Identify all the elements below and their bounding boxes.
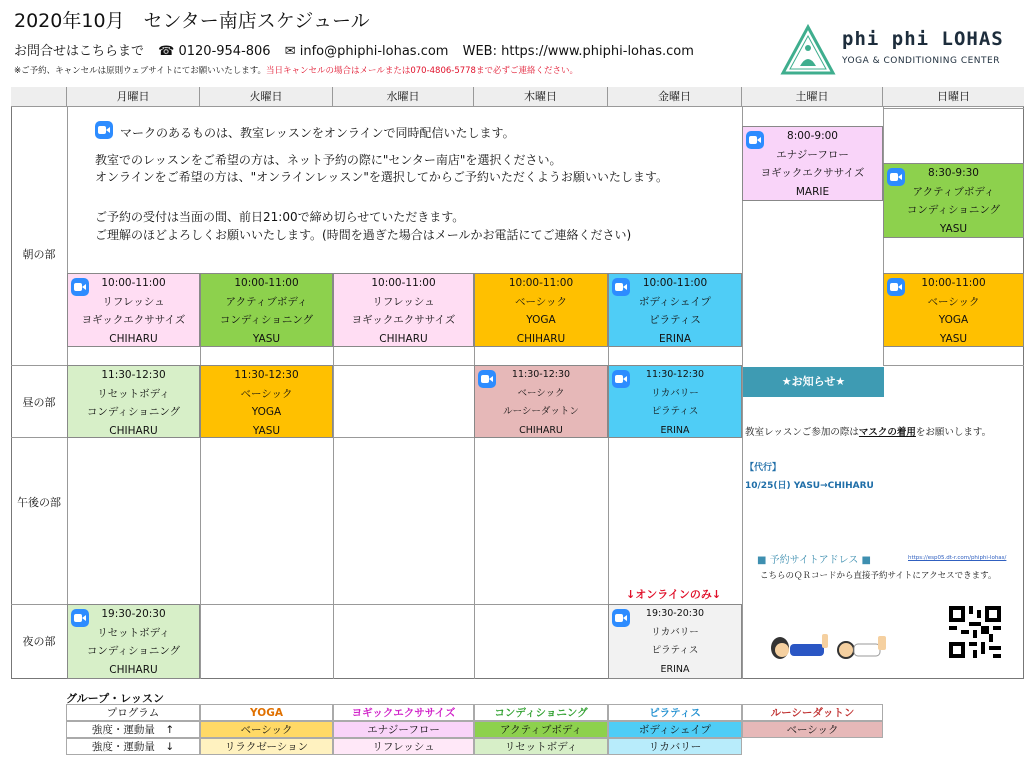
zoom-icon [612,609,630,627]
qr-code-icon[interactable] [949,606,1001,658]
legend-high-pilates: ボディシェイプ [608,721,742,738]
lesson-program: リセットボディ [97,626,170,639]
lesson-thu-1000[interactable] [474,273,608,347]
day-header-fri: 金曜日 [608,87,742,107]
spacer-col-4 [608,346,609,365]
notice-text: ※ご予約、キャンセルは原則ウェブサイトにてお願いいたします。 [14,66,267,76]
zoom-icon [71,609,89,627]
lesson-instructor: CHIHARU [519,424,563,436]
lesson-instructor: CHIHARU [109,424,158,437]
period-morning: 朝の部 [22,248,56,261]
legend-title: グループ・レッスン [66,692,165,705]
zoom-icon [887,278,905,296]
lesson-category: ヨギックエクササイズ [351,314,456,326]
lesson-instructor: CHIHARU [109,332,158,345]
lesson-program: ボディシェイプ [638,295,712,308]
lesson-instructor: YASU [939,222,968,235]
lesson-mon-1930[interactable] [67,604,200,679]
period-night: 夜の部 [22,635,56,648]
lesson-program: リセットボディ [97,387,170,400]
mask-notice [745,424,991,438]
phone-number[interactable]: ☎ 0120-954-806 [158,44,271,59]
lesson-category: コンディショニング [906,204,1001,216]
site-url-link[interactable]: https://esp05.dt-r.com/phiphi-lohas/ [908,555,1007,561]
zoom-icon [887,168,905,186]
lesson-time: 11:30-12:30 [234,369,299,381]
lesson-fri-1930[interactable] [608,604,742,679]
lesson-time: 8:00-9:00 [787,130,838,142]
lesson-tue-1130[interactable] [200,365,333,438]
lesson-program: ベーシック [927,295,980,308]
legend-yoga: YOGA [200,704,333,721]
lesson-fri-1000[interactable] [608,273,742,347]
lesson-program: アクティブボディ [912,185,995,198]
period-noon: 昼の部 [22,396,56,409]
lesson-sun-0830[interactable] [883,163,1024,238]
lesson-program: リフレッシュ [102,295,165,308]
legend-high-yoga: ベーシック [200,721,333,738]
day-header-thu: 木曜日 [474,87,608,107]
reservation-notice [14,64,578,76]
lesson-category: ルーシーダットン [503,406,579,417]
legend-pilates: ピラティス [608,704,742,721]
lesson-time: 11:30-12:30 [511,369,571,380]
lesson-time: 10:00-11:00 [508,277,574,289]
legend-high-rusie: ベーシック [742,721,883,738]
lesson-program: リカバリー [651,626,699,638]
zoom-icon [746,131,764,149]
lesson-category: ヨギックエクササイズ [81,314,186,326]
lesson-instructor: YASU [252,424,281,437]
zoom-icon [478,370,496,388]
lesson-time: 10:00-11:00 [371,277,436,289]
lesson-category: コンディショニング [86,645,181,657]
sun-top-line [883,108,1024,109]
lesson-category: YOGA [938,314,969,326]
site-address-label: ■ 予約サイトアドレス ■ [757,555,871,566]
legend-low-yoga: リラクゼーション [200,738,333,755]
zoom-icon [612,370,630,388]
lesson-mon-1130[interactable] [67,365,200,438]
legend-rusie: ルーシーダットン [742,704,883,721]
legend-high-label: 強度・運動量 ↑ [66,721,200,738]
logo-subtitle: YOGA & CONDITIONING CENTER [842,56,1000,66]
lesson-program: リカバリー [651,387,699,399]
page-title: 2020年10月 センター南店スケジュール [14,10,370,32]
legend-high-conditioning: アクティブボディ [474,721,608,738]
spacer-col-1 [200,346,201,365]
lesson-time: 19:30-20:30 [645,608,705,619]
zoom-icon [612,278,630,296]
lesson-instructor: CHIHARU [109,663,158,676]
lesson-program: ベーシック [514,295,568,308]
legend-conditioning: コンディショニング [474,704,608,721]
brand-logo [780,24,1020,76]
info-online-note: マークのあるものは、教室レッスンをオンラインで同時配信いたします。 [120,126,515,140]
substitute-label: 【代行】 [745,463,782,473]
lesson-category: コンディショニング [219,314,314,326]
mask-notice-pre: 教室レッスンご参加の際は [745,427,859,438]
substitute-detail: 10/25(日) YASU→CHIHARU [745,481,874,491]
lesson-time: 10:00-11:00 [642,277,708,289]
info-contact-note: ご理解のほどよろしくお願いいたします。(時間を過ぎた場合はメールかお電話にてご連絡ください) [95,228,632,242]
lesson-instructor: ERINA [660,663,690,675]
mask-notice-post: をお願いします。 [915,427,992,438]
news-banner: ★お知らせ★ [743,367,884,397]
day-header-tue: 火曜日 [200,87,333,107]
lesson-category: コンディショニング [86,406,181,418]
lesson-program: エナジーフロー [776,148,849,161]
info-classroom-note: 教室でのレッスンをご希望の方は、ネット予約の際に"センター南店"を選択ください。 [95,153,562,167]
lesson-time: 10:00-11:00 [921,277,986,289]
yoga-people-illustration [766,628,888,668]
lesson-mon-1000[interactable] [67,273,200,347]
day-header-mon: 月曜日 [67,87,200,107]
lesson-time: 19:30-20:30 [101,608,166,620]
online-only-label: ↓オンラインのみ↓ [626,588,722,601]
day-header-wed: 水曜日 [333,87,474,107]
day-header-sun: 日曜日 [883,87,1024,107]
zoom-icon [71,278,89,296]
lesson-instructor: YASU [939,332,968,345]
legend-yogic: ヨギックエクササイズ [333,704,474,721]
info-deadline-note: ご予約の受付は当面の間、前日21:00で締め切らせていただきます。 [95,210,465,224]
lesson-category: YOGA [251,406,282,418]
zoom-icon [95,121,113,139]
lesson-time: 8:30-9:30 [928,167,979,179]
lesson-tue-1000[interactable] [200,273,333,347]
lesson-time: 11:30-12:30 [101,369,166,381]
legend-high-yogic: エナジーフロー [333,721,474,738]
lesson-wed-1000[interactable] [333,273,474,347]
legend-program-label: プログラム [66,704,200,721]
mask-notice-bold: マスクの着用 [858,427,916,438]
lotus-triangle-icon [780,24,836,76]
lesson-instructor: ERINA [660,424,690,436]
lesson-fri-1130[interactable] [608,365,742,438]
lesson-category: YOGA [526,314,556,326]
contact-line [14,40,704,59]
lesson-instructor: YASU [252,332,281,345]
lesson-instructor: CHIHARU [379,332,428,345]
lesson-category: ピラティス [651,645,699,656]
qr-instruction: こちらのＱＲコードから直接予約サイトにアクセスできます。 [760,571,997,581]
lesson-time: 11:30-12:30 [645,369,705,380]
lesson-program: ベーシック [240,387,293,400]
email-address[interactable]: ✉ info@phiphi-lohas.com [284,44,449,59]
col-line-3 [333,365,334,679]
logo-name: phi phi LOHAS [842,28,1004,50]
lesson-instructor: MARIE [795,185,830,198]
spacer-col-2 [333,346,334,365]
day-header-sat: 土曜日 [742,87,883,107]
lesson-time: 10:00-11:00 [234,277,299,289]
lesson-instructor: CHIHARU [516,332,566,345]
lesson-sat-0800[interactable] [742,126,883,201]
corner-cell [11,87,67,107]
legend-low-label: 強度・運動量 ↓ [66,738,200,755]
lesson-program: ベーシック [517,387,565,399]
period-afternoon: 午後の部 [17,496,61,509]
lesson-category: ピラティス [651,406,699,417]
legend-low-yogic: リフレッシュ [333,738,474,755]
lesson-program: アクティブボディ [225,295,308,308]
divider-sun-noon [883,365,1024,366]
lesson-program: リフレッシュ [372,295,435,308]
lesson-category: ヨギックエクササイズ [760,167,865,179]
lesson-category: ピラティス [649,314,701,326]
cancel-notice: 当日キャンセルの場合はメールまたは070-4806-5778まで必ずご連絡ください。 [266,66,578,76]
spacer-col-3 [474,346,475,365]
website-url[interactable]: WEB: https://www.phiphi-lohas.com [462,44,694,59]
legend-low-conditioning: リセットボディ [474,738,608,755]
lesson-sun-1000[interactable] [883,273,1024,347]
legend-low-pilates: リカバリー [608,738,742,755]
lesson-thu-1130[interactable] [474,365,608,438]
lesson-time: 10:00-11:00 [101,277,166,289]
inquiry-label: お問合せはこちらまで [14,44,145,59]
lesson-instructor: ERINA [658,332,692,345]
info-online-booking-note: オンラインをご希望の方は、"オンラインレッスン"を選択してからご予約いただくようお願いいたします。 [95,170,668,184]
